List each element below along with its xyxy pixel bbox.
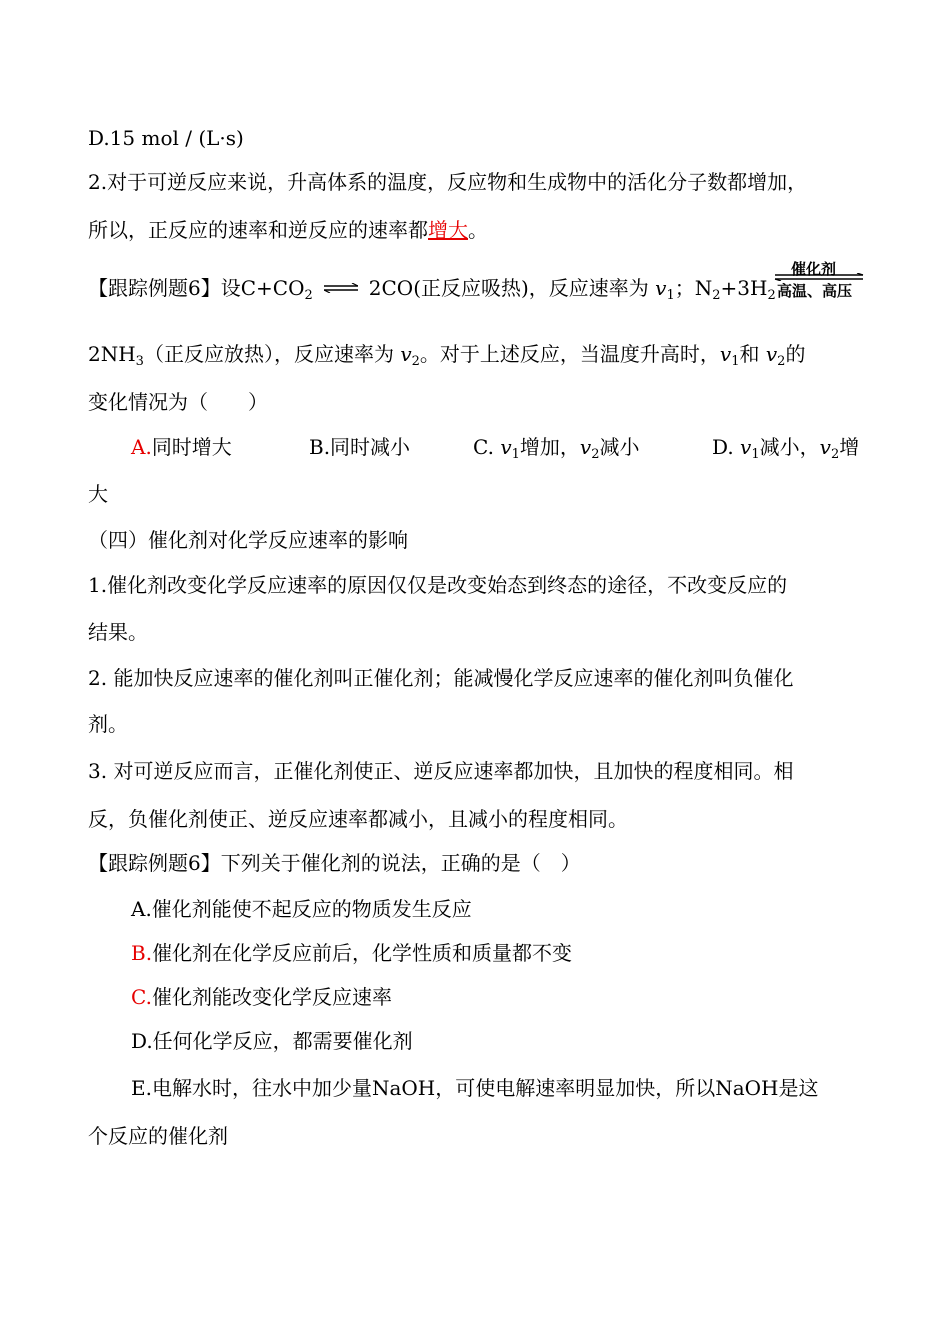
- subscript: 1: [511, 447, 520, 462]
- choice-b-letter: B.: [131, 941, 153, 965]
- option-b: B.同时减小: [309, 435, 411, 459]
- subscript: 2: [712, 288, 721, 303]
- catalyst-label: 催化剂: [791, 260, 837, 278]
- option-d-cont: 大: [88, 482, 108, 506]
- text: C.: [473, 435, 501, 459]
- option-d: [712, 437, 859, 461]
- choice-c: [131, 987, 392, 1007]
- option-a: [131, 437, 232, 457]
- subscript: 1: [666, 288, 675, 303]
- reaction-condition: [773, 258, 865, 300]
- rate-symbol: v: [655, 276, 667, 300]
- choice-c-letter: C.: [131, 985, 152, 1009]
- rate-symbol: v: [819, 435, 831, 459]
- choice-e: E.电解水时，往水中加少量NaOH，可使电解速率明显加快，所以NaOH是这: [131, 1076, 819, 1100]
- text: 2CO(正反应吸热)，反应速率为: [368, 276, 656, 300]
- text: D.: [712, 435, 741, 459]
- text: +3H: [720, 276, 768, 300]
- text: 减小: [599, 435, 640, 459]
- rate-symbol: v: [400, 342, 412, 366]
- subscript: 1: [751, 447, 760, 462]
- text: 增加，: [519, 435, 580, 459]
- subscript: 2: [777, 354, 786, 369]
- text: 【跟踪例题6】设C+CO: [88, 276, 305, 300]
- choice-a: A.催化剂能使不起反应的物质发生反应: [131, 897, 472, 921]
- reversible-arrow-icon: [324, 283, 358, 293]
- text: 和: [739, 342, 766, 366]
- paragraph-3-cont: 反，负催化剂使正、逆反应速率都减小，且减小的程度相同。: [88, 807, 628, 831]
- text: 增: [839, 435, 860, 459]
- text: 2NH: [88, 342, 136, 366]
- option-d-text: D.15 mol / (L·s): [88, 126, 244, 150]
- subscript: 2: [830, 447, 840, 462]
- choice-e-cont: 个反应的催化剂: [88, 1124, 228, 1148]
- example-6-catalyst: 【跟踪例题6】下列关于催化剂的说法，正确的是（ ）: [88, 851, 581, 875]
- choice-b-text: 催化剂在化学反应前后，化学性质和质量都不变: [152, 941, 573, 965]
- option-c: [473, 437, 640, 461]
- option-a-letter: A.: [131, 435, 152, 459]
- paragraph-temperature: 2.对于可逆反应来说，升高体系的温度，反应物和生成物中的活化分子数都增加，: [88, 170, 808, 194]
- paragraph-3: 3. 对可逆反应而言，正催化剂使正、逆反应速率都加快，且加快的程度相同。相: [88, 759, 794, 783]
- text: 所以，正反应的速率和逆反应的速率都: [88, 218, 428, 242]
- example-6-question-cont: [88, 344, 805, 368]
- rate-symbol: v: [719, 342, 732, 366]
- paragraph-1-cont: 结果。: [88, 620, 148, 644]
- choice-b: [131, 943, 572, 963]
- section-heading: （四）催化剂对化学反应速率的影响: [88, 528, 408, 552]
- example-6-question-end: 变化情况为（ ）: [88, 390, 268, 414]
- paragraph-2: 2. 能加快反应速率的催化剂叫正催化剂；能减慢化学反应速率的催化剂叫负催化: [88, 666, 794, 690]
- paragraph-2-cont: 剂。: [88, 712, 128, 736]
- rate-symbol: v: [500, 435, 512, 459]
- text: 。: [468, 218, 488, 242]
- rate-symbol: v: [765, 342, 778, 366]
- rate-symbol: v: [579, 435, 592, 459]
- subscript: 1: [731, 354, 740, 369]
- subscript: 2: [591, 447, 600, 462]
- rate-symbol: v: [740, 435, 752, 459]
- choice-d: D.任何化学反应，都需要催化剂: [131, 1029, 413, 1053]
- text: 。对于上述反应，当温度升高时，: [419, 342, 720, 366]
- subscript: 2: [304, 288, 313, 303]
- subscript: 3: [135, 354, 144, 369]
- text: 的: [785, 342, 806, 366]
- option-a-text: 同时增大: [151, 435, 232, 459]
- choice-c-text: 催化剂能改变化学反应速率: [151, 985, 392, 1009]
- subscript: 2: [411, 354, 420, 369]
- text: 减小，: [759, 435, 820, 459]
- paragraph-temperature-cont: [88, 220, 488, 240]
- text: ；N: [674, 276, 713, 300]
- example-6-question: [88, 278, 776, 302]
- condition-label: 高温、高压: [777, 282, 853, 300]
- answer-link[interactable]: 增大: [428, 218, 468, 242]
- text: （正反应放热），反应速率为: [143, 342, 401, 366]
- paragraph-1: 1.催化剂改变化学反应速率的原因仅仅是改变始态到终态的途径，不改变反应的: [88, 573, 788, 597]
- subscript: 2: [767, 288, 776, 303]
